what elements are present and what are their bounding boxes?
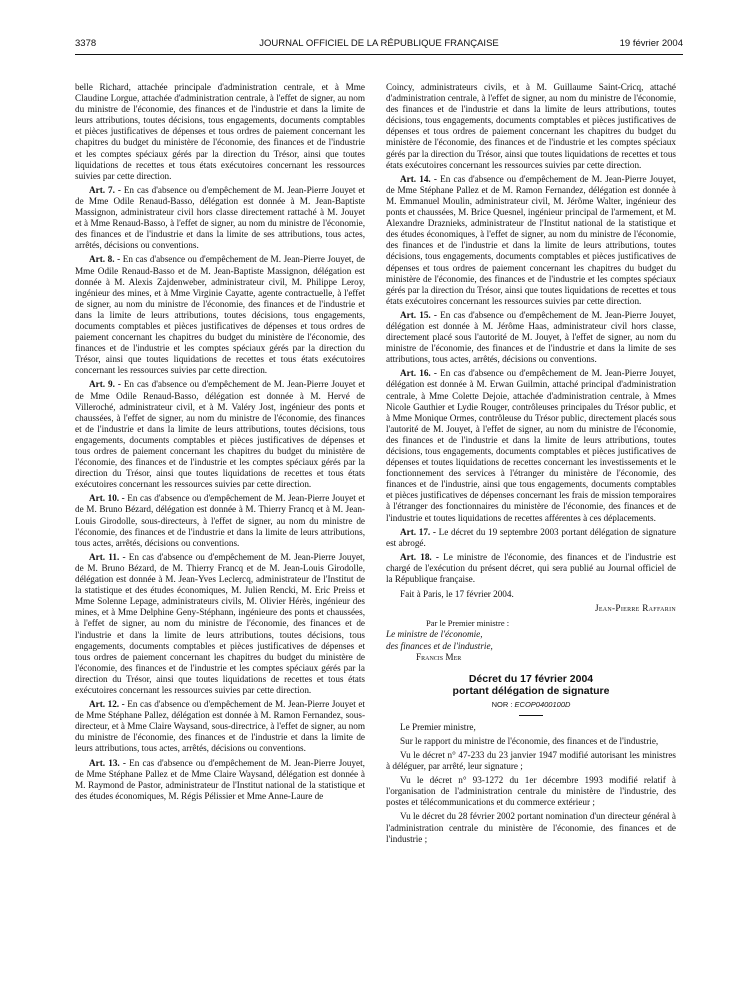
- nor-code: ECOP0400100D: [514, 699, 571, 709]
- paragraph: [75, 552, 365, 696]
- paragraph-text: Sur le rapport du ministre de l'économie, des finances et de l'industrie,: [400, 735, 659, 746]
- paragraph: [75, 82, 365, 182]
- article-label: Art. 10. -: [89, 493, 125, 504]
- paragraph: [386, 552, 676, 585]
- article-label: Art. 14. -: [400, 173, 437, 184]
- article-label: Art. 9. -: [89, 379, 121, 390]
- article-label: Art. 12. -: [89, 699, 125, 710]
- paragraph: [386, 368, 676, 523]
- paragraph: [75, 699, 365, 754]
- paragraph-text: Le Premier ministre,: [400, 721, 476, 732]
- paragraph: [386, 750, 676, 772]
- paragraph-text: En cas d'absence ou d'empêchement de M. Jean-Pierre Jouyet, délégation est donnée à M. Jérôme Haas, administrateur civil hors classe, directement placé sous l'autorité de M. Jouyet, à l'effet de signer, au nom du ministre de l'économie, des finances et de l'industrie et dans la limite de ses attributions, tous actes, arrêtés, décisions ou conventions.: [386, 309, 676, 365]
- paragraph: [75, 254, 365, 376]
- article-label: Art. 15. -: [400, 309, 437, 320]
- decree-heading: [386, 673, 676, 716]
- minister-title-2: des finances et de l'industrie,: [386, 640, 493, 651]
- paragraph-text: En cas d'absence ou d'empêchement de M. Jean-Pierre Jouyet et de Mme Stéphane Pallez, délégation est donnée à M. Ramon Fernandez, sous-directeur, et à Mme Claire Waysand, sous-directrice, à l'effet de signer, au nom du ministre de l'économie, des finances et de l'industrie et dans la limite de leurs attributions, tous actes, arrêtés, décisions ou conventions.: [75, 699, 365, 754]
- paragraph-text: En cas d'absence ou d'empêchement de M. Jean-Pierre Jouyet, délégation est donnée à M. Erwan Guilmin, attaché principal d'administration centrale, à Mme Colette Dejoie, attachée d'administration centrale, à Mmes Nicole Gauthier et Lydie Rouger, contrôleuses principales du Trésor public, et à Mme Monique Ormes, contrôleuse du Trésor public, directement placés sous l'autorité de M. Jouyet, à l'effet de signer, au nom du ministre de l'économie, des finances et de l'industrie et dans la limite de leurs attributions, toutes décisions, tous engagements, documents comptables et pièces justificatives de dépenses et toutes liquidations de recettes concernant les investissements et le fonctionnement des services à l'étranger du ministère de l'économie, des finances et de l'industrie, ainsi que tous engagements, documents comptables et pièces justificatives de dépenses concernant les frais de mission temporaires à l'étranger des fonctionnaires du ministère de l'économie, des finances et de l'industrie et toutes liquidations de recettes afférentes à ces déplacements.: [386, 368, 676, 523]
- nor-label: NOR :: [491, 699, 513, 709]
- paragraph: [75, 185, 365, 252]
- paragraph: [386, 811, 676, 844]
- paragraph-text: En cas d'absence ou d'empêchement de M. Jean-Pierre Jouyet, de Mme Odile Renaud-Basso et de M. Jean-Baptiste Massignon, délégation est donnée à M. Alexis Zajdenweber, administrateur civil, M. Philippe Leroy, ingénieur des mines, et à Mme Virginie Cayatte, agente contractuelle, à l'effet de signer, au nom du ministre de l'économie, des finances et de l'industrie et dans la limite de leurs attributions, toutes décisions, tous engagements, documents comptables et pièces justificatives de dépenses et tous ordres de paiement concernant les chapitres du budget du ministère de l'économie, des finances et de l'industrie et les comptes spéciaux gérés par la direction du Trésor, ainsi que toutes liquidations de recettes et tous états exécutoires concernant les ressources suivies par cette direction.: [75, 254, 365, 376]
- paragraph-text: En cas d'absence ou d'empêchement de M. Jean-Pierre Jouyet et de Mme Odile Renaud-Basso, délégation est donnée à M. Hervé de Villeroché, administrateur civil, et à M. Valéry Jost, ingénieur des ponts et chaussées, à l'effet de signer, au nom du ministre de l'économie, des finances et de l'industrie et dans la limite de leurs attributions, toutes décisions, tous engagements, documents comptables et pièces justificatives de dépenses et tous ordres de paiement concernant les chapitres du budget du ministère de l'économie, des finances et de l'industrie et les comptes spéciaux gérés par la direction du Trésor, ainsi que toutes liquidations de recettes et tous états exécutoires concernant les ressources suivies par cette direction.: [75, 379, 365, 490]
- article-label: Art. 17. -: [400, 526, 436, 537]
- paragraph-text: En cas d'absence ou d'empêchement de M. Jean-Pierre Jouyet et de Mme Odile Renaud-Basso, délégation est donnée à M. Jean-Baptiste Massignon, administrateur civil hors classe directement rattaché à M. Jouyet et à Mme Renaud-Basso, à l'effet de signer, au nom du ministre de l'économie, des finances et de l'industrie et dans la limite de ses attributions, tous actes, arrêtés, décisions ou conventions.: [75, 184, 365, 251]
- signature-block: [386, 589, 676, 663]
- paragraph-text: Coincy, administrateurs civils, et à M. Guillaume Saint-Cricq, attaché d'administration centrale, à l'effet de signer, au nom du ministre de l'économie, des finances et de l'industrie et dans la limite de leurs attributions, toutes décisions, tous engagements, documents comptables et pièces justificatives de dépenses et tous ordres de paiement concernant les chapitres du budget du ministère de l'économie, des finances et de l'industrie et les comptes spéciaux gérés par la direction du Trésor, ainsi que toutes liquidations de recettes et tous états exécutoires concernant les ressources suivies par cette direction.: [386, 82, 676, 170]
- article-label: Art. 18. -: [400, 551, 439, 562]
- paragraph: [386, 310, 676, 365]
- issue-date: 19 février 2004: [619, 38, 683, 49]
- decree-title: Décret du 17 février 2004: [468, 672, 594, 685]
- paragraph: [75, 758, 365, 802]
- paragraph: [386, 527, 676, 549]
- paragraph-text: Vu le décret n° 93-1272 du 1er décembre 1993 modifié relatif à l'organisation de l'administration centrale du ministère de l'industrie, des postes et télécommunications et du commerce extérieur ;: [386, 775, 676, 808]
- paragraph: [386, 775, 676, 808]
- paragraph: [386, 174, 676, 307]
- minister-title-1: Le ministre de l'économie,: [386, 629, 483, 640]
- paragraph-text: belle Richard, attachée principale d'administration centrale, et à Mme Claudine Lorgue, attachée d'administration centrale, à l'effet de signer, au nom du ministre de l'économie, des finances et de l'industrie et dans la limite de leurs attributions, toutes décisions, tous engagements, documents comptables et pièces justificatives de dépenses et tous ordres de paiement concernant les chapitres du budget du ministère de l'économie, des finances et de l'industrie et les comptes spéciaux gérés par la direction du Trésor, ainsi que toutes liquidations de recettes et tous états exécutoires concernant les ressources suivies par cette direction.: [75, 82, 365, 181]
- decree-divider: [519, 715, 543, 716]
- article-label: Art. 11. -: [89, 551, 126, 562]
- decree-nor: [386, 699, 676, 710]
- decree-preamble: [386, 722, 676, 845]
- paragraph-text: En cas d'absence ou d'empêchement de M. Jean-Pierre Jouyet, de M. Bruno Bézard, de M. Thierry Francq et de M. Jean-Louis Girodolle, délégation est donnée à M. Jean-Yves Leclercq, administrateur de l'Institut de la statistique et des études économiques, M. Julien Rencki, M. Eric Preiss et Mme Solenne Lepage, administrateurs civils, M. Olivier Hérès, ingénieur des mines, et à Mme Delphine Geny-Stéphann, ingénieure des ponts et chaussées, à l'effet de signer, au nom du ministre de l'économie, des finances et de l'industrie et dans la limite de leurs attributions, toutes décisions, tous engagements, documents comptables et pièces justificatives de dépenses et tous ordres de paiement concernant les chapitres du budget du ministère de l'économie, des finances et de l'industrie et les comptes spéciaux gérés par la direction du Trésor, ainsi que toutes liquidations de recettes et tous états exécutoires concernant les ressources suivies par cette direction.: [75, 551, 365, 695]
- paragraph: [386, 736, 676, 747]
- minister-name: Francis Mer: [416, 651, 462, 662]
- paragraph: [75, 379, 365, 490]
- article-label: Art. 8. -: [89, 254, 121, 265]
- page-header: [75, 38, 683, 52]
- paragraph-text: En cas d'absence ou d'empêchement de M. Jean-Pierre Jouyet, de Mme Stéphane Pallez et de M. Ramon Fernandez, délégation est donnée à M. Emmanuel Moulin, administrateur civil, M. Jérôme Walter, ingénieur des ponts et chaussées, M. Brice Quesnel, ingénieur principal de l'armement, et M. Alexandre Draznieks, administrateur de l'Institut national de la statistique et des études économiques, à l'effet de signer, au nom du ministre de l'économie, des finances et de l'industrie et dans la limite de leurs attributions, toutes décisions, tous engagements, documents comptables et pièces justificatives de dépenses et tous ordres de paiement concernant les chapitres du budget du ministère de l'économie, des finances et de l'industrie et les comptes spéciaux gérés par la direction du Trésor, ainsi que toutes liquidations de recettes et tous états exécutoires concernant les ressources suivies par cette direction.: [386, 173, 676, 306]
- paragraph: [386, 722, 676, 733]
- paragraph: [75, 493, 365, 548]
- paragraph-text: Vu le décret du 28 février 2002 portant nomination d'un directeur général à l'administration centrale du ministère de l'économie, des finances et de l'industrie ;: [386, 811, 676, 844]
- place-date: Fait à Paris, le 17 février 2004.: [400, 589, 514, 600]
- left-column: [75, 82, 365, 805]
- right-column: [386, 82, 676, 848]
- right-articles: [386, 82, 676, 585]
- decree-subtitle: portant délégation de signature: [452, 684, 610, 697]
- article-label: Art. 7. -: [89, 184, 121, 195]
- paragraph-text: Vu le décret n° 47-233 du 23 janvier 1947 modifié autorisant les ministres à déléguer, par arrêté, leur signature ;: [386, 749, 676, 772]
- page-number: 3378: [75, 38, 97, 49]
- paragraph: [386, 82, 676, 171]
- prime-minister-name: Jean-Pierre Raffarin: [594, 603, 676, 614]
- paragraph-text: Le ministre de l'économie, des finances et de l'industrie est chargé de l'exécution du présent décret, qui sera publié au Journal officiel de la République française.: [386, 551, 676, 585]
- by-prime-minister: Par le Premier ministre :: [426, 618, 510, 629]
- paragraph-text: En cas d'absence ou d'empêchement de M. Jean-Pierre Jouyet et de M. Bruno Bézard, délégation est donnée à M. Thierry Francq et à M. Jean-Louis Girodolle, sous-directeurs, à l'effet de signer, au nom du ministre de l'économie, des finances et de l'industrie et dans la limite de leurs attributions, tous actes, arrêtés, décisions ou conventions.: [75, 493, 365, 548]
- header-rule: [75, 54, 683, 55]
- article-label: Art. 16. -: [400, 368, 437, 379]
- journal-title: JOURNAL OFFICIEL DE LA RÉPUBLIQUE FRANÇAISE: [259, 38, 499, 49]
- paragraph-text: Le décret du 19 septembre 2003 portant délégation de signature est abrogé.: [386, 526, 676, 548]
- paragraph-text: En cas d'absence ou d'empêchement de M. Jean-Pierre Jouyet, de Mme Stéphane Pallez et de Mme Claire Waysand, délégation est donnée à M. Raymond de Pastor, administrateur de l'Institut national de la statistique et des études économiques, M. Régis Pélissier et Mme Anne-Laure de: [75, 757, 365, 801]
- article-label: Art. 13. -: [89, 757, 126, 768]
